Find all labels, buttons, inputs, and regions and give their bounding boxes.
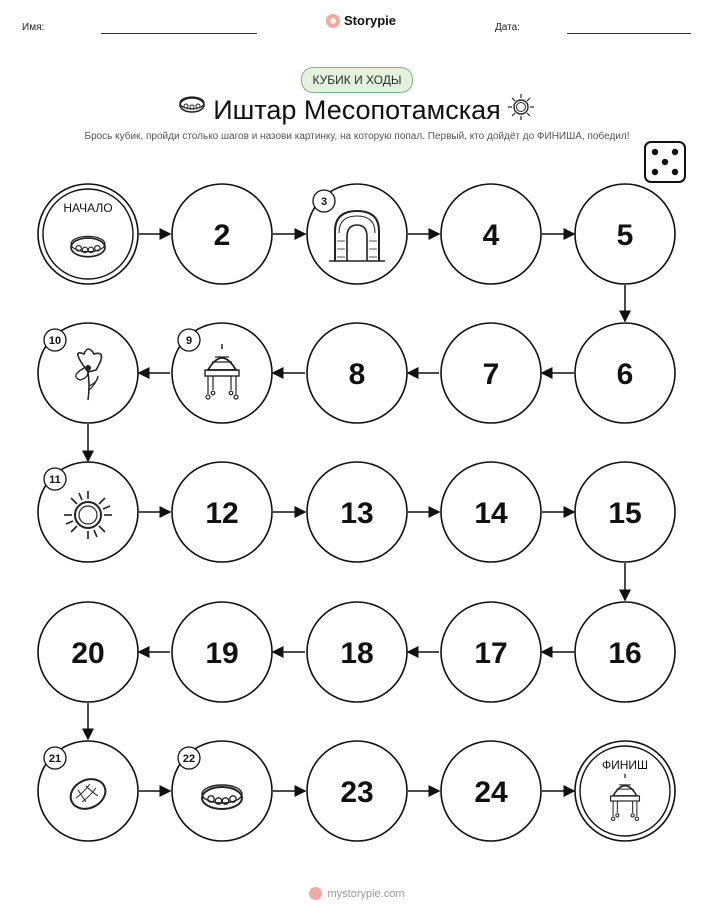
cell-number: 2 xyxy=(213,219,231,252)
cell-circle xyxy=(38,184,138,284)
board-cell-23 xyxy=(307,741,407,841)
board-cell-15 xyxy=(575,462,675,562)
cell-number: 17 xyxy=(474,637,508,670)
instructions: Брось кубик, пройди столько шагов и назови картинку, на которую попал. Первый, кто дойдёт до ФИНИША, победил! xyxy=(84,131,630,142)
cell-number: 5 xyxy=(616,219,634,252)
board-cell-21 xyxy=(38,741,138,841)
board-cell-18 xyxy=(307,602,407,702)
board-cell-24 xyxy=(441,741,541,841)
board-cell-7 xyxy=(441,323,541,423)
board-cell-1 xyxy=(38,184,138,284)
board-cell-12 xyxy=(172,462,272,562)
cell-number: 15 xyxy=(608,497,642,530)
cell-label: ФИНИШ xyxy=(601,758,649,772)
date-label: Дата: xyxy=(495,22,520,33)
cell-number: 20 xyxy=(71,637,105,670)
cell-number: 21 xyxy=(48,753,62,765)
cell-number: 4 xyxy=(482,219,500,252)
cell-number: 16 xyxy=(608,637,642,670)
board-cell-8 xyxy=(307,323,407,423)
cell-number: 7 xyxy=(482,358,500,391)
board-cell-9 xyxy=(172,323,272,423)
dice-icon xyxy=(645,142,685,182)
cell-number: 24 xyxy=(474,776,508,809)
cell-number: 18 xyxy=(340,637,374,670)
board-cell-4 xyxy=(441,184,541,284)
board-cell-19 xyxy=(172,602,272,702)
board-cell-2 xyxy=(172,184,272,284)
board-cell-14 xyxy=(441,462,541,562)
cell-number: 8 xyxy=(348,358,366,391)
cell-number: 11 xyxy=(49,474,61,486)
footer-url[interactable]: mystorypie.com xyxy=(327,887,405,900)
storypie-logo-icon xyxy=(309,887,322,900)
game-type-badge: КУБИК И ХОДЫ xyxy=(301,67,413,93)
board-cell-16 xyxy=(575,602,675,702)
cell-number: 10 xyxy=(48,335,62,347)
cell-number: 14 xyxy=(474,497,508,530)
cell-circle xyxy=(575,741,675,841)
board-cell-3 xyxy=(307,184,407,284)
cell-number: 19 xyxy=(205,637,239,670)
board-cell-11 xyxy=(38,462,138,562)
cell-number: 12 xyxy=(205,497,239,530)
footer xyxy=(0,887,714,900)
cell-number: 13 xyxy=(340,497,374,530)
board-cell-13 xyxy=(307,462,407,562)
page-title: Иштар Месопотамская xyxy=(213,95,501,125)
cell-number: 23 xyxy=(340,776,374,809)
board-cell-10 xyxy=(38,323,138,423)
cell-number: 22 xyxy=(182,753,196,765)
board-cell-5 xyxy=(575,184,675,284)
cell-number: 6 xyxy=(616,358,634,391)
name-label: Имя: xyxy=(22,22,45,33)
cell-number: 9 xyxy=(185,335,193,347)
cell-number: 3 xyxy=(320,196,328,208)
board-cell-6 xyxy=(575,323,675,423)
board-cell-22 xyxy=(172,741,272,841)
board-cell-17 xyxy=(441,602,541,702)
brand-name: Storypie xyxy=(344,13,397,28)
board-cell-20 xyxy=(38,602,138,702)
cell-label: НАЧАЛО xyxy=(63,201,113,215)
board-cell-25 xyxy=(575,741,675,841)
